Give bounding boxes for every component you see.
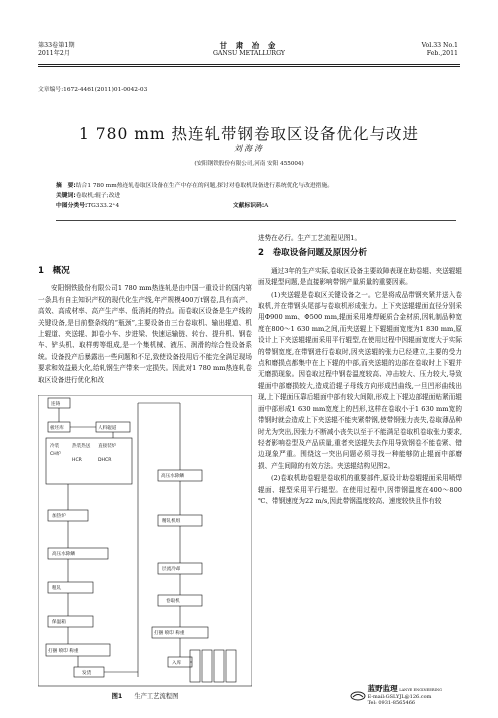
footer-email: E-mail:GSLYJL@126.com <box>367 693 432 700</box>
clc-label: 中图分类号: <box>56 203 88 209</box>
issue-date: 2011年2月 <box>38 50 71 57</box>
footer-brand: 蓝野监理 <box>367 684 398 693</box>
doc-label: 文献标识码: <box>232 203 265 209</box>
figure-caption <box>0 691 290 700</box>
label-jingzha: 精轧机组 <box>162 519 181 524</box>
journal-name-cn: 甘 肃 冶 金 <box>219 41 279 50</box>
volume-issue: 第33卷第1期 <box>38 42 75 49</box>
volume-issue-en: Vol.33 No.1 <box>421 42 458 49</box>
figure-caption-text: 生产工艺流程图 <box>134 693 179 700</box>
section-1-title: 1 概况 <box>38 266 70 276</box>
header-rule <box>38 64 460 65</box>
section-2-paragraph-3: (2)卷取机助卷辊是卷取机的重要部件,原设计助卷辊辊面采用喷焊辊面、辊型采用平行辊型。在使用过程中,因带钢温度在400～800 ℃、带钢速度为22 m/s,因此带钢温度较高、速度较快且作有较 <box>258 474 462 505</box>
right-column <box>258 233 462 508</box>
abstract-text: 结合1 780 mm热连轧卷取区设备在生产中存在的问题,探讨对卷取机设备进行系统优化与改进措施。 <box>75 183 334 189</box>
keywords-text: 卷取机;辊子;改进 <box>75 193 121 199</box>
label-cihang: CH炉 <box>50 452 62 457</box>
footer-tel: Tel: 0931-8565466 <box>367 700 416 706</box>
box-juanqu <box>158 595 202 606</box>
label-dabao: 打捆 喷印 称重 <box>154 631 185 636</box>
label-juanqu: 卷取机 <box>166 599 180 604</box>
lanye-logo-icon <box>350 691 366 701</box>
section-2-title: 2 卷取设备问题及原因分析 <box>258 248 368 259</box>
classification <box>56 202 456 211</box>
label-rezhuang: 热装热送 <box>72 444 91 449</box>
label-jiare: 加热炉 <box>52 514 66 519</box>
figure-label: 图1 <box>111 693 123 700</box>
issue-date-en: Feb.,2011 <box>426 50 458 57</box>
label-lengque: 层流冷却 <box>162 567 181 572</box>
keywords <box>56 192 456 201</box>
footer-watermark <box>350 686 490 707</box>
journal-name-en: GANSU METALLURGY <box>212 50 286 57</box>
left-column <box>38 262 252 387</box>
box-out-3 <box>214 650 224 682</box>
label-dhcr: DHCR <box>98 458 112 463</box>
keywords-label: 关键词: <box>56 193 76 199</box>
abstract-rule <box>56 220 456 221</box>
abstract <box>56 182 456 191</box>
paper-title: 1 780 mm 热连轧带钢卷取区设备优化与改进 <box>78 125 420 143</box>
label-gaoya-left: 高压水除鳞 <box>52 552 75 557</box>
label-gaoya: 高压水除鳞 <box>161 474 184 479</box>
article-number: 文章编号:1672-4461(2011)01-0042-03 <box>38 87 148 93</box>
doc-value: A <box>264 203 269 209</box>
box-out-1 <box>190 650 200 682</box>
process-flowchart <box>38 395 252 690</box>
label-banpi: 板坯库 <box>50 426 64 431</box>
left-column-continuation: 进势在必行。生产工艺流程见图1。 <box>258 234 362 242</box>
section-2-paragraph-1: 通过3年的生产实际,卷取区设备主要故障表现在助卷辊、夹送辊辊面及辊型问题,是直接影响带钢产量质量的重要因素。 <box>258 266 462 287</box>
author: 刘海涛 <box>234 144 264 153</box>
label-hcr: HCR <box>72 458 82 463</box>
clc-value: TG333.2⁺4 <box>87 203 120 209</box>
journal-volume-en <box>422 42 458 58</box>
header-rule-thin <box>38 66 460 67</box>
label-dabao-left: 打捆 喷印 称重 <box>48 649 79 654</box>
box-out-4 <box>226 650 236 682</box>
label-liuguo: 连铸 <box>51 402 61 407</box>
label-ruliao: 人料辊道 <box>98 426 117 431</box>
label-zhijie: 直接装炉 <box>98 444 117 449</box>
section-2-paragraph-2: (1)夹送辊是卷取区关键设备之一。它是将成品带钢夹紧并送入卷取机,并在带钢头尾部与卷取机形成张力。上下夹送辊辊面直径分别采用Φ900 mm、Φ500 mm,辊面采用堆焊硬质合金材质,因轧制品种宽度在800～1 630 mm之间,而夹送辊上下辊辊面宽度为1 830 mm,原设计上下夹送辊辊面采用平行辊型,在使用过程中因辊面宽度大于实际的带钢宽度,在带钢进行卷取时,因夹送辊的张力已经建立,主要的受力点和磨损点都集中在上下辊的中部,而夹送辊的边部在卷取时上下辊并无磨损现象。因卷取过程中钢卷温度较高、冲击较大、压力较大,导致辊面中部磨损较大,造成沿辊子母线方向形成凹曲线,一旦凹形曲线出现,上下辊面压靠后辊面中部有较大间隙,形成上下辊边部辊面贴紧而辊面中部形成1 630 mm宽度上的凹形,这样在卷取小于1 630 mm宽的带钢时就会造成上下夹送辊不能夹紧带钢,使带钢张力丧失,卷取薄品种时尤为突出,因张力不断减小丧失以至于不能满足卷取机卷取张力要求,轻者影响卷型及产品质量,重者夹送辊失去作用导致钢卷不能卷紧、错边现象严重。围绕这一突出问题必须寻找一种能够防止辊面中部磨损、产生间隙的有效方法。夹送辊结构见图2。 <box>258 290 462 470</box>
section-1-paragraph: 安阳钢铁股份有限公司1 780 mm热连轧是由中国一重设计的国内第一条具有自主知识产权的现代化生产线,年产规模400万t钢卷,具有高产、高效、高成材率、高产生产率、低消耗的特点。而卷取区设备是生产线的关键设备,是目前整条线的“瓶颈”,主要设备由三台卷取机、输出辊道、机上辊道、夹送辊、卸卷小车、步进梁、快速运输链、转台、提升机、钢卷车、铲头机、取样剪等组成,是一个集机械、液压、润滑的综合性设备系统。设备投产后暴露出一些问题和不足,致使设备投用后不能完全满足现场要求和效益最大化,给轧钢生产带来一定损失。因此对1 780 mm热连轧卷取区设备进行优化和改 <box>38 284 252 384</box>
label-bao: 保温箱 <box>52 620 66 625</box>
footer-sub: LANYE ENGINEERING <box>399 688 443 692</box>
abstract-label: 摘 要: <box>56 183 76 189</box>
label-cucu: 粗轧 <box>52 586 62 591</box>
box-out-2 <box>202 650 212 682</box>
label-fahuo: 发货 <box>82 671 92 676</box>
label-lengzhuang: 冷装 <box>50 444 60 449</box>
label-ruku: 入库 <box>172 661 182 666</box>
affiliation: (安阳钢铁股份有限公司,河南 安阳 455004) <box>194 161 304 167</box>
